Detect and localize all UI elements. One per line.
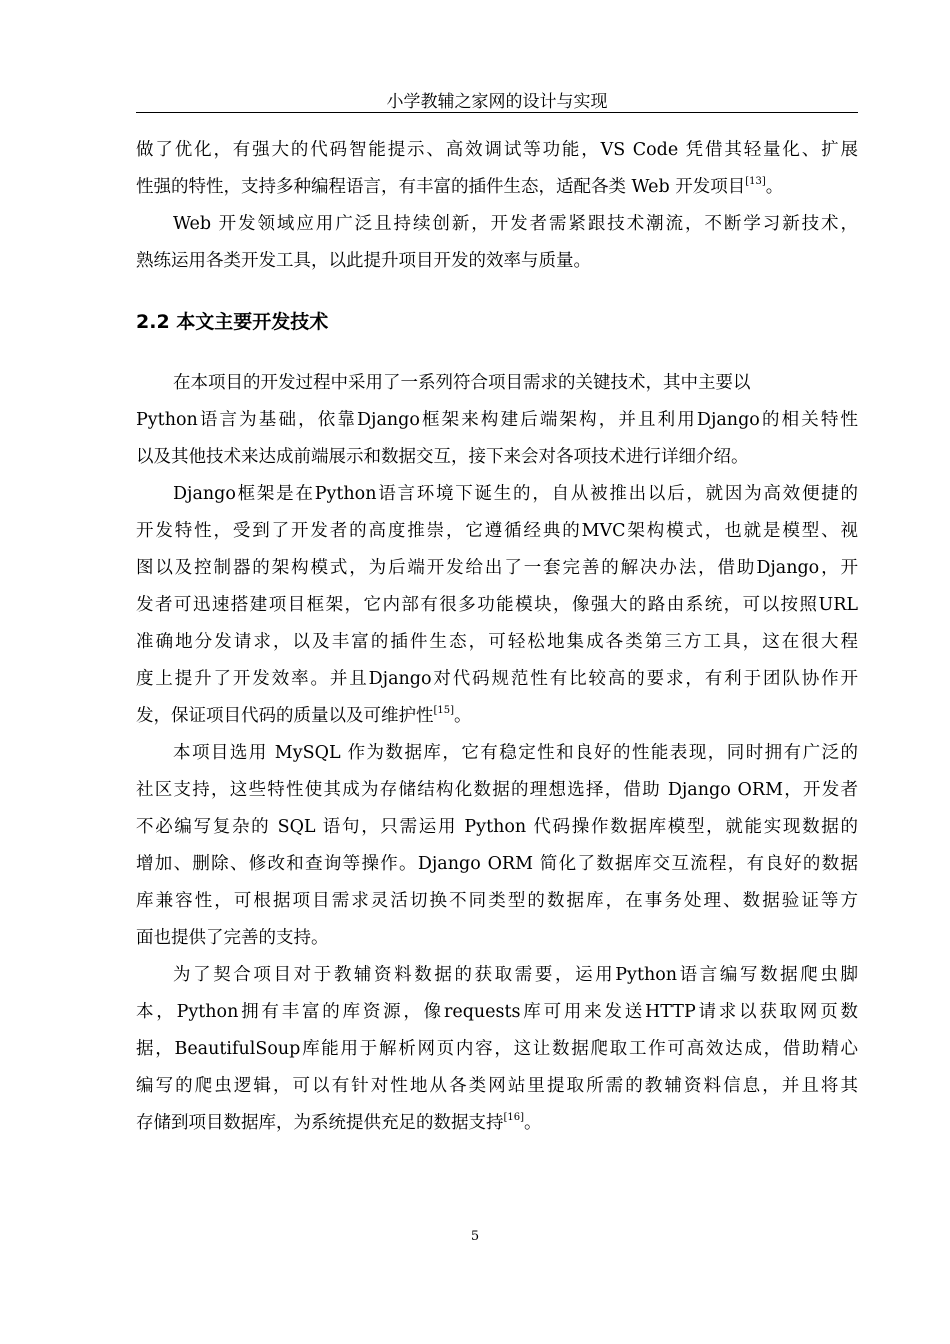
text-line: [136, 1068, 858, 1105]
line-text: 据，BeautifulSoup库能用于解析网页内容，这让数据爬取工作可高效达成，借助精心: [136, 1039, 858, 1059]
line-text: 库兼容性，可根据项目需求灵活切换不同类型的数据库，在事务处理、数据验证等方: [136, 891, 858, 911]
body-text-top: [136, 132, 858, 280]
text-line: [136, 1105, 858, 1142]
line-tail: 。: [765, 177, 784, 197]
line-text: 本，Python拥有丰富的库资源，像requests库可用来发送HTTP请求以获取网页数: [136, 1002, 858, 1022]
line-text: 不必编写复杂的 SQL 语句，只需运用 Python 代码操作数据库模型，就能实现数据的: [136, 817, 858, 837]
text-line: [136, 513, 858, 550]
section-heading: 2.2 本文主要开发技术: [136, 311, 329, 333]
text-line: [136, 624, 858, 661]
text-line: [136, 169, 858, 206]
text-line: [136, 132, 858, 169]
line-text: 本项目选用 MySQL 作为数据库，它有稳定性和良好的性能表现，同时拥有广泛的: [173, 743, 858, 763]
text-line: [136, 661, 858, 698]
line-text: 编写的爬虫逻辑，可以有针对性地从各类网站里提取所需的教辅资料信息，并且将其: [136, 1076, 858, 1096]
text-line: [136, 439, 858, 476]
page-number: 5: [470, 1229, 480, 1244]
line-text: 开发特性，受到了开发者的高度推崇，它遵循经典的MVC架构模式，也就是模型、视: [136, 521, 858, 541]
line-tail: 。: [524, 1113, 542, 1133]
line-text: 图以及控制器的架构模式，为后端开发给出了一套完善的解决办法，借助Django，开: [136, 558, 858, 578]
line-text: 做了优化，有强大的代码智能提示、高效调试等功能，VS Code 凭借其轻量化、扩展: [136, 140, 858, 160]
line-text: 以及其他技术来达成前端展示和数据交互，接下来会对各项技术进行详细介绍。: [136, 447, 749, 467]
text-line: [136, 206, 858, 243]
text-line: [136, 1031, 858, 1068]
line-tail: 。: [454, 706, 472, 726]
body-text-main: [136, 365, 858, 1142]
line-text: 社区支持，这些特性使其成为存储结构化数据的理想选择，借助 Django ORM，开发者: [136, 780, 858, 800]
text-line: [136, 735, 858, 772]
line-text: 发者可迅速搭建项目框架，它内部有很多功能模块，像强大的路由系统，可以按照URL: [136, 595, 858, 615]
line-text: 准确地分发请求，以及丰富的插件生态，可轻松地集成各类第三方工具，这在很大程: [136, 632, 858, 652]
line-text: 在本项目的开发过程中采用了一系列符合项目需求的关键技术，其中主要以: [173, 373, 751, 393]
text-line: [136, 957, 858, 994]
text-line: [136, 846, 858, 883]
line-text: 度上提升了开发效率。并且Django对代码规范性有比较高的要求，有利于团队协作开: [136, 669, 858, 689]
text-line: [136, 243, 858, 280]
text-line: [136, 550, 858, 587]
text-line: [136, 402, 858, 439]
text-line: [136, 587, 858, 624]
text-line: [136, 476, 858, 513]
line-text: 面也提供了完善的支持。: [136, 928, 329, 948]
citation-ref: [16]: [503, 1112, 525, 1123]
text-line: [136, 920, 858, 957]
line-text: Web 开发领域应用广泛且持续创新，开发者需紧跟技术潮流，不断学习新技术，: [173, 214, 858, 234]
line-text: Python语言为基础，依靠Django框架来构建后端架构，并且利用Django的相关特性: [136, 410, 858, 430]
text-line: [136, 772, 858, 809]
line-text: 存储到项目数据库，为系统提供充足的数据支持: [136, 1113, 504, 1133]
running-header: 小学教辅之家网的设计与实现: [386, 92, 608, 112]
text-line: [136, 883, 858, 920]
citation-ref: [15]: [433, 705, 455, 716]
text-line: [136, 809, 858, 846]
line-text: 发，保证项目代码的质量以及可维护性: [136, 706, 434, 726]
text-line: [136, 698, 858, 735]
line-text: 熟练运用各类开发工具，以此提升项目开发的效率与质量。: [136, 251, 591, 271]
line-text: Django框架是在Python语言环境下诞生的，自从被推出以后，就因为高效便捷的: [173, 484, 858, 504]
line-text: 为了契合项目对于教辅资料数据的获取需要，运用Python语言编写数据爬虫脚: [173, 965, 858, 985]
text-line: [136, 994, 858, 1031]
header-rule: [136, 112, 858, 113]
line-text: 性强的特性，支持多种编程语言，有丰富的插件生态，适配各类 Web 开发项目: [136, 177, 746, 197]
text-line: [136, 365, 858, 402]
line-text: 增加、删除、修改和查询等操作。Django ORM 简化了数据库交互流程，有良好的数据: [136, 854, 858, 874]
citation-ref: [13]: [745, 176, 766, 187]
